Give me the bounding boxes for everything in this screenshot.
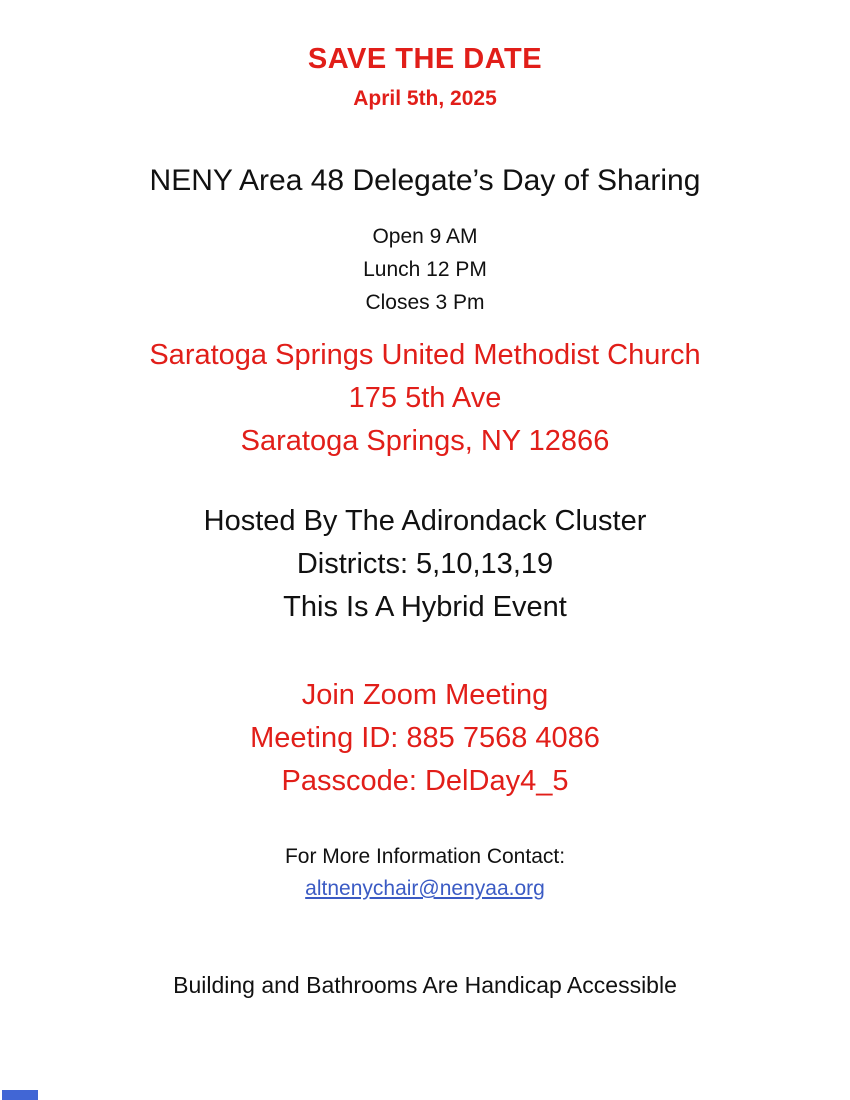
venue-block bbox=[0, 334, 850, 463]
accessibility-note: Building and Bathrooms Are Handicap Accessible bbox=[173, 972, 677, 998]
event-date: April 5th, 2025 bbox=[353, 87, 497, 110]
hybrid-event-line: This Is A Hybrid Event bbox=[283, 591, 567, 623]
hosted-by-line: Hosted By The Adirondack Cluster bbox=[203, 505, 647, 537]
contact-block bbox=[0, 841, 850, 905]
zoom-meeting-heading: Join Zoom Meeting bbox=[301, 679, 549, 711]
host-block bbox=[0, 500, 850, 629]
zoom-meeting-id: Meeting ID: 885 7568 4086 bbox=[250, 722, 600, 754]
districts-line: Districts: 5,10,13,19 bbox=[296, 548, 554, 580]
schedule-open-time: Open 9 AM bbox=[372, 225, 478, 248]
schedule-block bbox=[0, 220, 850, 319]
contact-label: For More Information Contact: bbox=[284, 845, 566, 868]
bottom-left-blue-bar bbox=[2, 1090, 38, 1100]
schedule-lunch-time: Lunch 12 PM bbox=[363, 258, 487, 281]
zoom-meeting-block bbox=[0, 674, 850, 803]
venue-city: Saratoga Springs, NY 12866 bbox=[240, 425, 610, 457]
contact-email-link[interactable]: altnenychair@nenyaa.org bbox=[305, 877, 545, 900]
zoom-passcode: Passcode: DelDay4_5 bbox=[281, 765, 569, 797]
event-title: NENY Area 48 Delegate’s Day of Sharing bbox=[149, 164, 701, 197]
schedule-close-time: Closes 3 Pm bbox=[365, 291, 485, 314]
venue-name: Saratoga Springs United Methodist Church bbox=[149, 339, 701, 371]
venue-street: 175 5th Ave bbox=[348, 382, 502, 414]
save-the-date-title: SAVE THE DATE bbox=[307, 43, 543, 75]
